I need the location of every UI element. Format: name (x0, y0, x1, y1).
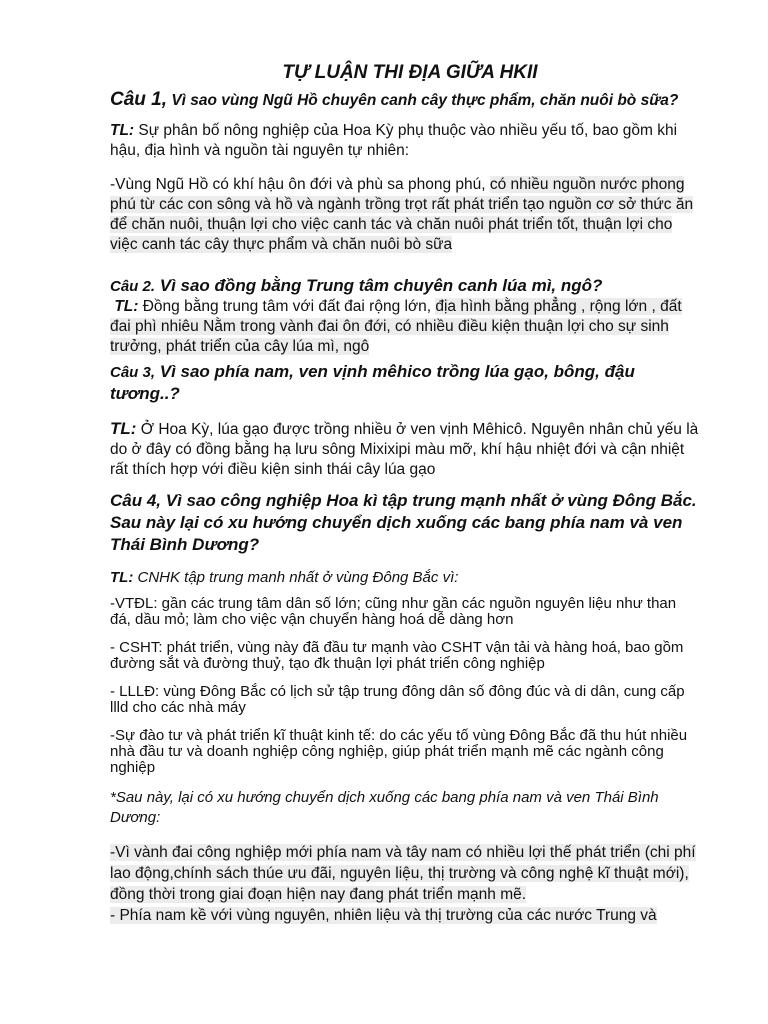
question-1 (110, 88, 700, 113)
answer-4-point-2: - CSHT: phát triển, vùng này đã đầu tư mạnh vào CSHT vận tải và hàng hoá, bao gồm đường sắt và đường thuỷ, tạo đk thuận lợi phát triển công nghiệp (110, 639, 684, 673)
answer-3 (110, 419, 700, 480)
answer-2-body-a: Đồng bằng trung tâm với đất đai rộng lớn, (138, 297, 436, 315)
question-1-text: Vì sao vùng Ngũ Hồ chuyên canh cây thực phẩm, chăn nuôi bò sữa? (167, 92, 679, 109)
question-3-text: Vì sao phía nam, ven vịnh mêhico trồng lúa gạo, bông, đậu tương..? (110, 361, 635, 403)
answer-2 (110, 297, 700, 357)
question-4 (110, 490, 700, 556)
answer-1-body-b: có nhiều nguồn nước phong phú từ các con sông và hồ và ngành trồng trọt rất phát triển tạo nguồn cơ sở thức ăn để chăn nuôi, thuận lợi cho việc canh tác và chăn nuôi phát triển tốt, thuận lợi cho việc canh tác cây thực phẩm và chăn nuôi bò sữa (110, 175, 694, 253)
answer-4-shift-b-text: - Phía nam kề với vùng nguyên, nhiên liệu và thị trường của các nước Trung và (110, 907, 657, 925)
answer-4-tl-text: CNHK tập trung manh nhất ở vùng Đông Bắc vì: (133, 569, 459, 587)
question-2-label: Câu 2. (110, 277, 156, 295)
answer-4-point-4: -Sự đào tư và phát triển kĩ thuật kinh tế: do các yếu tố vùng Đông Bắc đã thu hút nhiều nhà đầu tư và doanh nghiệp công nghiệp, giúp phát triển mạnh mẽ các ngành công nghiệp (110, 727, 688, 777)
answer-4-shift-b (110, 905, 700, 926)
answer-4-shift-note: *Sau này, lại có xu hướng chuyển dịch xuống các bang phía nam và ven Thái Bình Dương: (110, 789, 659, 827)
answer-4-shift-a (110, 842, 700, 905)
answer-3-tl-label: TL: (110, 418, 137, 438)
answer-2-tl-label: TL: (114, 297, 139, 315)
question-3-label: Câu 3, (110, 363, 156, 381)
answer-1-body (110, 175, 700, 255)
document-title: TỰ LUẬN THI ĐỊA GIỮA HKII (282, 62, 538, 83)
question-2 (110, 275, 700, 297)
question-2-text-a: Vì sao (155, 275, 210, 295)
answer-2-body-b: địa hình bằng phẳng , rộng lớn , đất đai phì nhiêu Nằm trong vành đai ôn đới, có nhiều điều kiện thuận lợi cho sự sinh trưởng, phát triển của cây lúa mì, ngô (110, 297, 682, 355)
answer-1-tl-label: TL: (110, 121, 135, 139)
question-3 (110, 361, 700, 405)
answer-1-tl-text: Sự phân bố nông nghiệp của Hoa Kỳ phụ thuộc vào nhiều yếu tố, bao gồm khi hậu, địa hình và nguồn tài nguyên tự nhiên: (110, 121, 678, 159)
answer-4-point-1: -VTĐL: gần các trung tâm dân số lớn; cũng như gần các nguồn nguyên liệu như than đá, dầu mỏ; làm cho việc vận chuyển hàng hoá dễ dàng hơn (110, 595, 677, 629)
answer-3-tl-text: Ở Hoa Kỳ, lúa gạo được trồng nhiều ở ven vịnh Mêhicô. Nguyên nhân chủ yếu là do ở đây có đồng bằng hạ lưu sông Mixixipi màu mỡ, khí hậu nhiệt đới và cận nhiệt rất thích hợp với điều kiện sinh thái cây lúa gạo (110, 420, 699, 478)
answer-1-body-a: -Vùng Ngũ Hồ có khí hậu ôn đới và phù sa phong phú, (110, 175, 490, 193)
answer-4-tl-label: TL: (110, 569, 134, 587)
answer-4-intro (110, 568, 700, 588)
answer-4-shift-a-text: -Vì vành đai công nghiệp mới phía nam và tây nam có nhiều lợi thế phát triển (chi phí lao động,chính sách thúe ưu đãi, nguyên liệu, thị trường và công nghệ kĩ thuật mới), đồng thời trong giai đoạn hiện nay đang phát triển mạnh mẽ. (110, 844, 696, 904)
question-1-label: Câu 1, (110, 89, 168, 110)
document-page (110, 62, 700, 926)
answer-4-point-3: - LLLĐ: vùng Đông Bắc có lịch sử tập trung đông dân số đông đúc và di dân, cung cấp llld cho các nhà máy (110, 683, 685, 717)
question-4-text: Câu 4, Vì sao công nghiệp Hoa kì tập trung mạnh nhất ở vùng Đông Bắc. Sau này lại có xu hướng chuyển dịch xuống các bang phía nam và ven Thái Bình Dương? (110, 490, 697, 555)
answer-1-intro (110, 121, 700, 161)
question-2-text-b: đồng bằng Trung tâm chuyên canh lúa mì, ngô? (209, 275, 603, 295)
